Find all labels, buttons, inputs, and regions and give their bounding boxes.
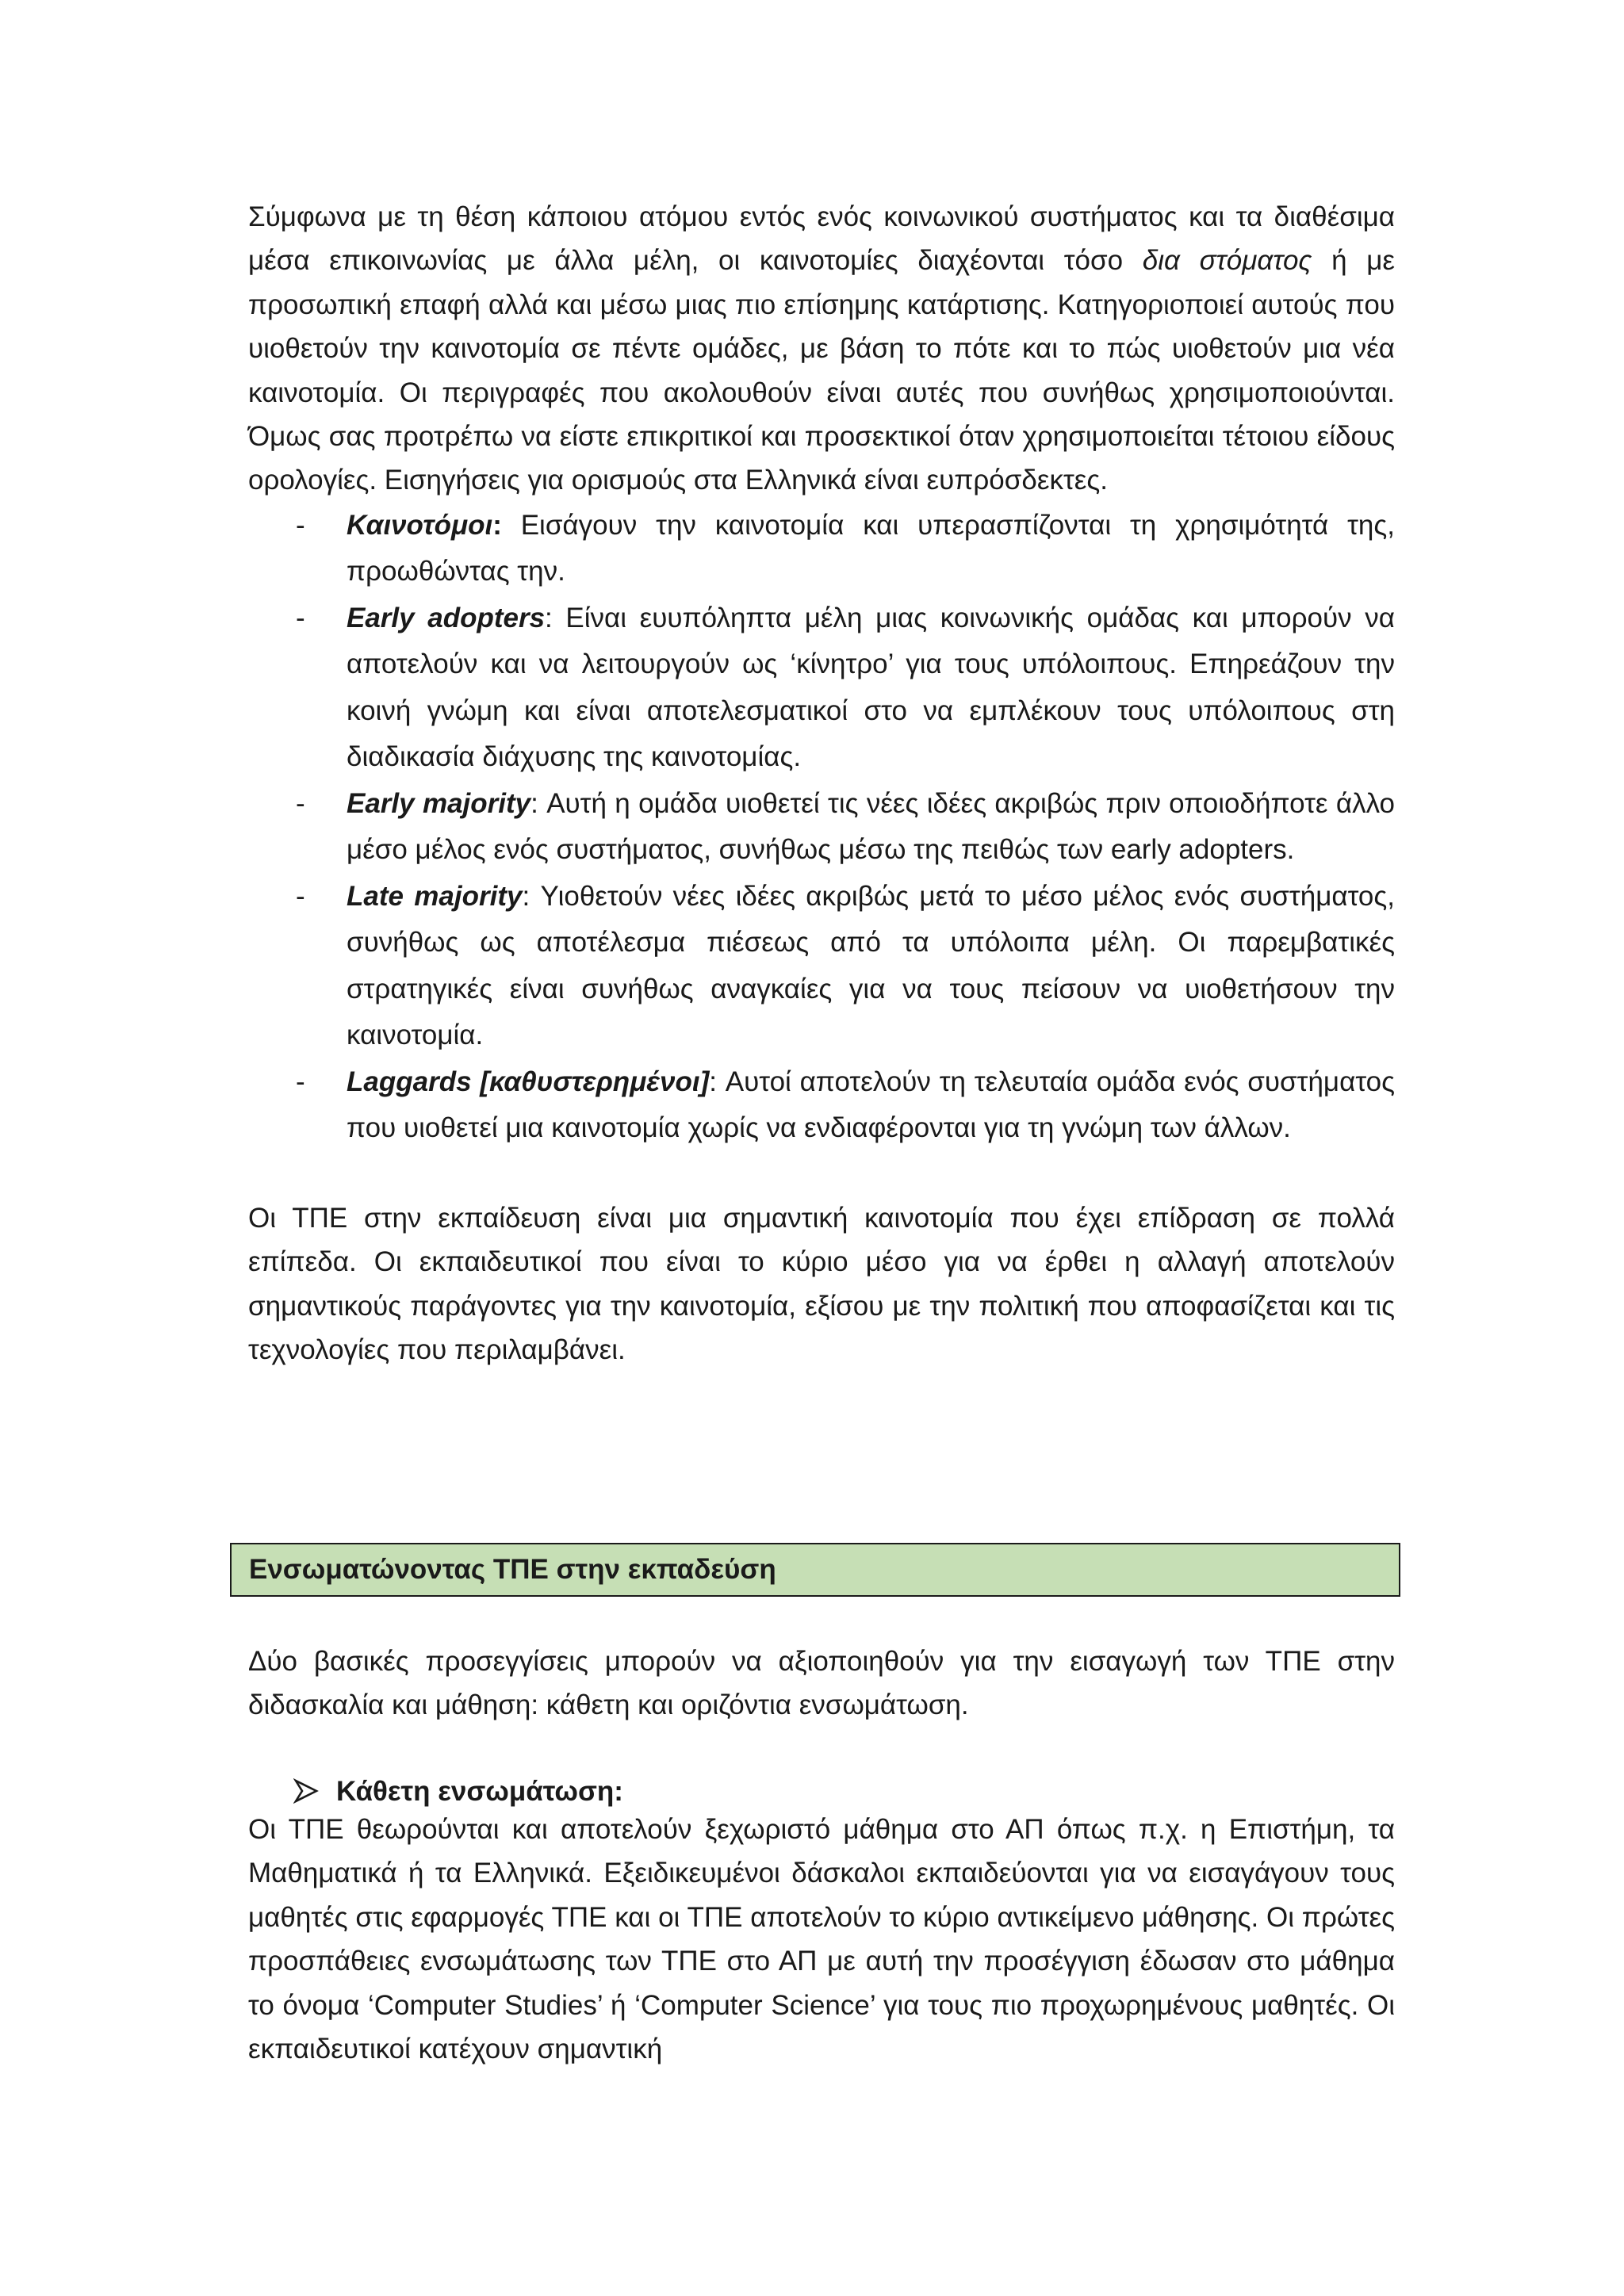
approaches-paragraph: Δύο βασικές προσεγγίσεις μπορούν να αξιοποιηθούν για την εισαγωγή των ΤΠΕ στην διδασκαλία και μάθηση: κάθετη και οριζόντια ενσωμάτωση. [248, 1646, 1395, 1721]
arrow-bullet-icon [293, 1778, 319, 1804]
list-dash: - [296, 602, 305, 633]
group-description: Είναι ευυπόληπτα μέλη μιας κοινωνικής ομάδας και μπορούν να αποτελούν και να λειτουργούν ως ‘κίνητρο’ για τους υπόλοιπους. Επηρεάζουν την κοινή γνώμη και είναι αποτελεσματικοί στο να εμπλέκουν τους υπόλοιπους στη διαδικασία διάχυσης της καινοτομίας. [347, 602, 1395, 773]
section-heading: Ενσωματώνοντας ΤΠΕ στην εκπαδεύση [230, 1543, 1400, 1597]
group-term: Early majority [347, 787, 531, 819]
list-dash: - [296, 787, 305, 819]
approaches-block [248, 1640, 1395, 1728]
group-description: Αυτοί αποτελούν τη τελευταία ομάδα ενός συστήματος που υιοθετεί μια καινοτομία χωρίς να ενδιαφέρονται για τη γνώμη των άλλων. [347, 1066, 1395, 1144]
group-separator: : [492, 509, 502, 541]
list-item [248, 781, 1395, 874]
group-description: Εισάγουν την καινοτομία και υπερασπίζονται τη χρησιμότητά της, προωθώντας την. [347, 509, 1395, 587]
list-item [248, 595, 1395, 781]
group-separator: : [522, 880, 530, 912]
ict-paragraph: Οι ΤΠΕ στην εκπαίδευση είναι μια σημαντική καινοτομία που έχει επίδραση σε πολλά επίπεδα. Οι εκπαιδευτικοί που είναι το κύριο μέσο για να έρθει η αλλαγή αποτελούν σημαντικούς παράγοντες για την καινοτομία, εξίσου με την πολιτική που αποφασίζεται και τις τεχνολογίες που περιλαμβάνει. [248, 1202, 1395, 1366]
vertical-heading-text: Κάθετη ενσωμάτωση: [336, 1776, 623, 1807]
list-item [248, 1059, 1395, 1152]
group-separator: : [545, 602, 553, 633]
group-description: Αυτή η ομάδα υιοθετεί τις νέες ιδέες ακριβώς πριν οποιοδήποτε άλλο μέσο μέλος ενός συστήματος, συνήθως μέσω της πειθώς των early adopters. [347, 787, 1396, 866]
intro-paragraph [248, 195, 1395, 503]
list-dash: - [296, 1066, 305, 1097]
intro-italic-text: δια στόματος [1142, 245, 1312, 277]
vertical-block [248, 1808, 1395, 2071]
group-separator: : [530, 787, 538, 819]
list-dash: - [296, 509, 305, 541]
vertical-paragraph: Οι ΤΠΕ θεωρούνται και αποτελούν ξεχωριστό μάθημα στο ΑΠ όπως π.χ. η Επιστήμη, τα Μαθηματικά ή τα Ελληνικά. Εξειδικευμένοι δάσκαλοι εκπαιδεύονται για να εισαγάγουν τους μαθητές στις εφαρμογές ΤΠΕ και οι ΤΠΕ αποτελούν το κύριο αντικείμενο μάθησης. Οι πρώτες προσπάθειες ενσωμάτωσης των ΤΠΕ στο ΑΠ με αυτή την προσέγγιση έδωσαν στο μάθημα το όνομα ‘Computer Studies’ ή ‘Computer Science’ για τους πιο προχωρημένους μαθητές. Οι εκπαιδευτικοί κατέχουν σημαντική [248, 1814, 1395, 2065]
list-dash: - [296, 880, 305, 912]
intro-rest-text: ή με προσωπική επαφή αλλά και μέσω μιας πιο επίσημης κατάρτισης. Κατηγοριοποιεί αυτούς που υιοθετούν την καινοτομία σε πέντε ομάδες, με βάση το πότε και το πώς υιοθετούν μια νέα καινοτομία. Οι περιγραφές που ακολουθούν είναι αυτές που συνήθως χρησιμοποιούνται. Όμως σας προτρέπω να είστε επικριτικοί και προσεκτικοί όταν χρησιμοποιείται τέτοιου είδους ορολογίες. Εισηγήσεις για ορισμούς στα Ελληνικά είναι ευπρόσδεκτες. [248, 245, 1396, 496]
group-term: Early adopters [347, 602, 546, 633]
list-item [248, 874, 1395, 1059]
group-description: Υιοθετούν νέες ιδέες ακριβώς μετά το μέσο μέλος ενός συστήματος, συνήθως ως αποτέλεσμα πιέσεως από τα υπόλοιπα μέλη. Οι παρεμβατικές στρατηγικές είναι συνήθως αναγκαίες για να τους πείσουν να υιοθετήσουν την καινοτομία. [347, 880, 1395, 1051]
page-body [248, 195, 1395, 1372]
adopter-groups-list [248, 503, 1395, 1152]
paragraph-spacer [248, 1152, 1395, 1196]
group-term: Καινοτόμοι [347, 509, 493, 541]
group-term: Laggards [καθυστερημένοι] [347, 1066, 710, 1097]
list-item [248, 503, 1395, 595]
group-separator: : [709, 1066, 717, 1097]
group-term: Late majority [347, 880, 523, 912]
intro-text: Σύμφωνα με τη θέση κάποιου ατόμου εντός ενός κοινωνικού συστήματος και τα διαθέσιμα μέσα επικοινωνίας με άλλα μέλη, οι καινοτομίες διαχέονται τόσο [248, 201, 1395, 277]
